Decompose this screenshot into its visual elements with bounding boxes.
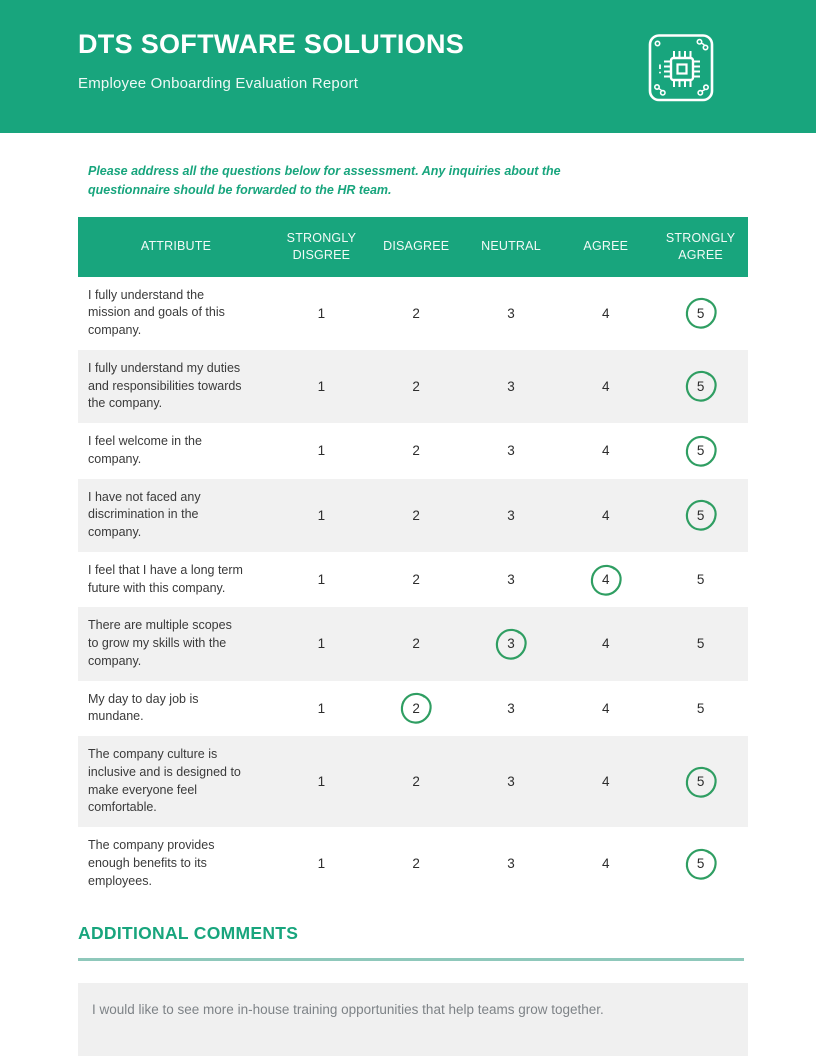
rating-option[interactable] xyxy=(274,690,369,726)
column-header-strongly-agree: STRONGLY AGREE xyxy=(665,230,736,262)
rating-option[interactable] xyxy=(274,295,369,331)
rating-value: 2 xyxy=(412,443,420,459)
rating-option[interactable] xyxy=(653,368,748,404)
rating-option[interactable] xyxy=(464,764,559,800)
rating-option[interactable] xyxy=(653,846,748,882)
additional-comments-section xyxy=(78,923,748,1056)
table-row xyxy=(78,350,748,423)
rating-option[interactable] xyxy=(369,764,464,800)
rating-value: 4 xyxy=(602,305,610,321)
rating-option[interactable] xyxy=(369,626,464,662)
rating-value: 4 xyxy=(602,856,610,872)
rating-option[interactable] xyxy=(369,846,464,882)
instruction-note: Please address all the questions below for assessment. Any inquiries about the questionnaire should be forwarded to the HR team. xyxy=(88,164,561,197)
attribute-text: The company culture is inclusive and is designed to make everyone feel comfortable. xyxy=(88,747,241,815)
rating-option[interactable] xyxy=(558,368,653,404)
survey-table xyxy=(78,217,748,901)
rating-value: 5 xyxy=(696,856,705,872)
comment-text: I would like to see more in-house training opportunities that help teams grow together. xyxy=(92,1002,604,1018)
rating-value: 4 xyxy=(602,507,610,523)
rating-option[interactable] xyxy=(274,764,369,800)
rating-value: 1 xyxy=(317,856,326,872)
attribute-text: I feel welcome in the company. xyxy=(88,434,202,466)
rating-option[interactable] xyxy=(653,764,748,800)
divider-line xyxy=(78,958,744,961)
rating-option[interactable] xyxy=(464,846,559,882)
rating-value: 1 xyxy=(317,774,326,789)
attribute-text: There are multiple scopes to grow my skills with the company. xyxy=(88,618,232,668)
rating-value: 5 xyxy=(696,378,705,394)
rating-option[interactable] xyxy=(369,295,464,331)
attribute-text: I have not faced any discrimination in the company. xyxy=(88,489,201,539)
rating-value: 3 xyxy=(507,856,515,872)
attribute-text: I fully understand my duties and responsibilities towards the company. xyxy=(88,360,242,411)
rating-value: 3 xyxy=(507,774,515,789)
rating-option[interactable] xyxy=(464,497,559,533)
attribute-text: I feel that I have a long term future with this company. xyxy=(88,562,243,595)
rating-value: 1 xyxy=(317,305,326,321)
column-header-disagree: DISAGREE xyxy=(383,239,450,254)
rating-option[interactable] xyxy=(369,690,464,726)
header-banner xyxy=(0,0,816,133)
rating-value: 2 xyxy=(412,507,420,523)
rating-value: 3 xyxy=(507,305,515,321)
rating-value: 4 xyxy=(602,378,610,394)
rating-value: 1 xyxy=(317,700,326,716)
rating-option[interactable] xyxy=(369,497,464,533)
rating-option[interactable] xyxy=(464,368,559,404)
rating-value: 3 xyxy=(507,700,515,716)
rating-value: 3 xyxy=(507,572,515,587)
comments-box[interactable] xyxy=(78,983,748,1056)
rating-option[interactable] xyxy=(464,433,559,469)
rating-value: 3 xyxy=(507,636,515,652)
rating-option[interactable] xyxy=(369,368,464,404)
rating-value: 1 xyxy=(317,572,326,587)
rating-value: 1 xyxy=(317,636,326,652)
attribute-text: The company provides enough benefits to its employees. xyxy=(88,838,215,888)
table-row xyxy=(78,277,748,350)
rating-option[interactable] xyxy=(274,562,369,598)
rating-value: 4 xyxy=(602,774,610,789)
rating-option[interactable] xyxy=(558,433,653,469)
rating-value: 4 xyxy=(602,636,610,652)
rating-option[interactable] xyxy=(653,497,748,533)
rating-value: 2 xyxy=(412,378,420,394)
rating-option[interactable] xyxy=(558,626,653,662)
rating-value: 2 xyxy=(412,700,420,716)
column-header-agree: AGREE xyxy=(583,239,629,254)
table-row xyxy=(78,479,748,552)
rating-option[interactable] xyxy=(369,562,464,598)
rating-value: 2 xyxy=(412,856,420,872)
rating-option[interactable] xyxy=(558,846,653,882)
rating-value: 1 xyxy=(317,507,326,523)
table-row xyxy=(78,736,748,827)
rating-value: 5 xyxy=(696,774,705,789)
rating-value: 5 xyxy=(696,443,705,459)
column-header-attribute: ATTRIBUTE xyxy=(140,239,212,254)
rating-value: 1 xyxy=(317,443,326,459)
rating-value: 4 xyxy=(602,572,610,587)
rating-value: 4 xyxy=(602,700,610,716)
table-header-row xyxy=(78,217,748,277)
rating-option[interactable] xyxy=(274,626,369,662)
rating-value: 2 xyxy=(412,305,420,321)
rating-value: 2 xyxy=(412,572,420,587)
rating-option[interactable] xyxy=(274,368,369,404)
column-header-strongly-disagree: STRONGLY DISGREE xyxy=(286,230,357,262)
rating-option[interactable] xyxy=(464,690,559,726)
rating-value: 3 xyxy=(507,507,515,523)
rating-option[interactable] xyxy=(653,626,748,662)
rating-value: 4 xyxy=(602,443,610,459)
table-row xyxy=(78,607,748,680)
rating-option[interactable] xyxy=(558,497,653,533)
rating-option[interactable] xyxy=(274,433,369,469)
rating-option[interactable] xyxy=(464,562,559,598)
rating-option[interactable] xyxy=(274,846,369,882)
table-body xyxy=(78,277,748,901)
rating-option[interactable] xyxy=(274,497,369,533)
rating-value: 5 xyxy=(696,305,705,321)
rating-value: 3 xyxy=(507,443,515,459)
circuit-chip-icon xyxy=(648,33,715,103)
rating-option[interactable] xyxy=(653,433,748,469)
table-row xyxy=(78,423,748,479)
rating-value: 5 xyxy=(696,700,705,716)
rating-value: 5 xyxy=(696,507,705,523)
table-row xyxy=(78,827,748,900)
rating-option[interactable] xyxy=(653,562,748,598)
column-header-neutral: NEUTRAL xyxy=(481,239,541,254)
rating-option[interactable] xyxy=(653,690,748,726)
rating-option[interactable] xyxy=(558,690,653,726)
page-subtitle: Employee Onboarding Evaluation Report xyxy=(78,74,359,92)
rating-option[interactable] xyxy=(464,295,559,331)
rating-value: 2 xyxy=(412,774,420,789)
rating-option[interactable] xyxy=(558,295,653,331)
rating-option[interactable] xyxy=(558,562,653,598)
attribute-text: My day to day job is mundane. xyxy=(88,691,199,724)
attribute-text: I fully understand the mission and goals of this company. xyxy=(88,287,225,337)
rating-value: 2 xyxy=(412,636,420,652)
page-title: DTS SOFTWARE SOLUTIONS xyxy=(78,29,465,59)
rating-option[interactable] xyxy=(653,295,748,331)
table-row xyxy=(78,681,748,737)
rating-option[interactable] xyxy=(464,626,559,662)
rating-option[interactable] xyxy=(369,433,464,469)
rating-value: 5 xyxy=(696,636,705,652)
rating-value: 3 xyxy=(507,378,515,394)
rating-option[interactable] xyxy=(558,764,653,800)
rating-value: 1 xyxy=(317,378,326,394)
additional-comments-heading: ADDITIONAL COMMENTS xyxy=(78,923,299,944)
rating-value: 5 xyxy=(696,572,705,587)
table-row xyxy=(78,552,748,608)
